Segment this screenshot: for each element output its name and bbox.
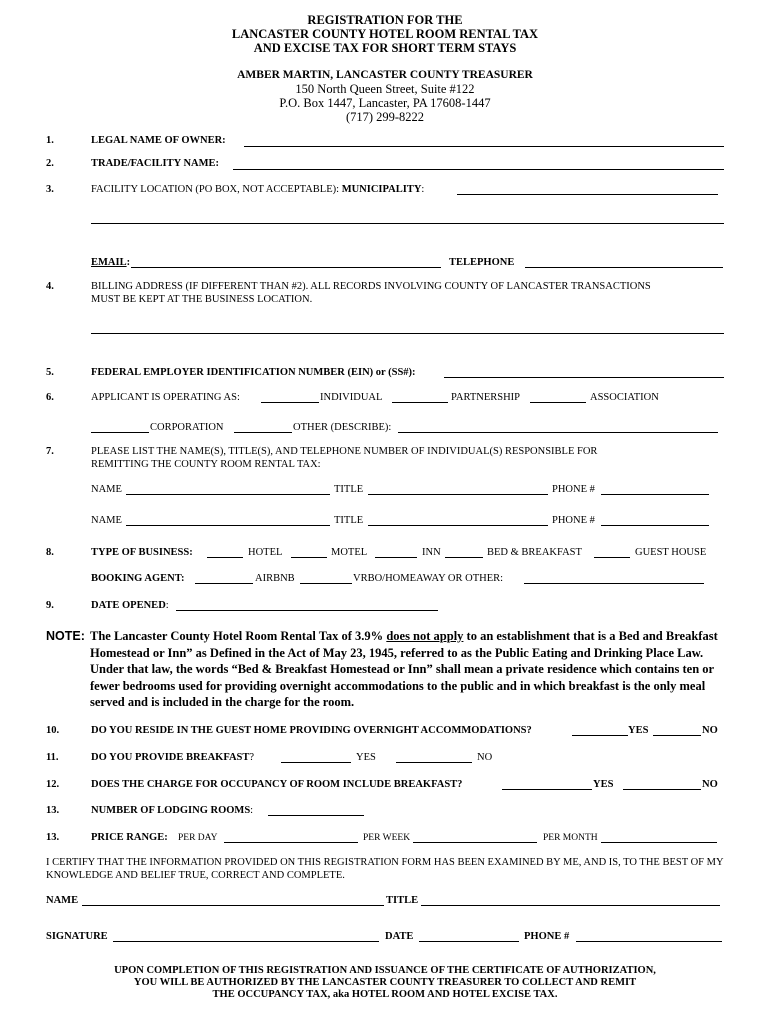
address-line-2: P.O. Box 1447, Lancaster, PA 17608-1447 [279, 96, 491, 110]
responsible-phone-label: PHONE # [552, 515, 595, 526]
reside-no-label: NO [702, 725, 718, 736]
responsible-title-label: TITLE [334, 484, 364, 495]
note-label: NOTE: [46, 629, 85, 643]
date-opened-field[interactable] [176, 610, 438, 611]
breakfast-no-label: NO [477, 752, 493, 763]
partnership-blank[interactable] [392, 402, 448, 403]
breakfast-yes-label: YES [356, 752, 376, 763]
signature-label: SIGNATURE [46, 931, 108, 942]
legal-name-field[interactable] [244, 146, 724, 147]
charge-yes-label: YES [593, 779, 614, 790]
responsible-phone-field[interactable] [601, 494, 709, 495]
address-line-1: 150 North Queen Street, Suite #122 [295, 82, 475, 96]
bnb-blank[interactable] [445, 557, 483, 558]
billing-address-text-1: BILLING ADDRESS (IF DIFFERENT THAN #2). ALL RECORDS INVOLVING COUNTY OF LANCASTER TRANSACTIONS [91, 281, 651, 292]
vrbo-blank[interactable] [300, 583, 352, 584]
inn-blank[interactable] [375, 557, 417, 558]
office-phone: (717) 299-8222 [345, 110, 425, 124]
guest-house-label: GUEST HOUSE [635, 547, 707, 558]
date-opened-label: DATE OPENED: [91, 600, 169, 611]
item-number: 9. [46, 600, 54, 611]
title-line-3: AND EXCISE TAX FOR SHORT TERM STAYS [253, 41, 517, 55]
item-number: 11. [46, 752, 59, 763]
certification-text: I CERTIFY THAT THE INFORMATION PROVIDED ON THIS REGISTRATION FORM HAS BEEN EXAMINED BY ME, AND IS, TO THE BEST OF MY KNOWLEDGE AND BELIEF TRUE, CORRECT AND COMPLETE. [46, 857, 724, 881]
cert-date-label: DATE [385, 931, 414, 942]
billing-address-text-2: MUST BE KEPT AT THE BUSINESS LOCATION. [91, 294, 313, 305]
lodging-rooms-field[interactable] [268, 815, 364, 816]
responsible-title-field[interactable] [368, 494, 548, 495]
charge-question: DOES THE CHARGE FOR OCCUPANCY OF ROOM INCLUDE BREAKFAST? [91, 779, 463, 790]
note-body: The Lancaster County Hotel Room Rental Tax of 3.9% does not apply to an establishment that is a Bed and Breakfast Homestead or Inn” as Defined in the Act of May 23, 1945, referred to as the Public Eating and Drinking Place Law. Under that law, the words “Bed & Breakfast Homestead or Inn” shall mean a private residence which contains ten or fewer bedrooms used for providing overnight accommodations to the public and in which breakfast is the only meal served and is included in the charge for the room. [90, 629, 718, 709]
other-describe-label: OTHER (DESCRIBE): [293, 422, 392, 433]
signature-field[interactable] [113, 941, 379, 942]
telephone-field[interactable] [525, 267, 723, 268]
legal-name-label: LEGAL NAME OF OWNER: [91, 135, 226, 146]
cert-date-field[interactable] [419, 941, 519, 942]
footer-line-2: YOU WILL BE AUTHORIZED BY THE LANCASTER COUNTY TREASURER TO COLLECT AND REMIT [133, 977, 637, 988]
type-of-business-label: TYPE OF BUSINESS: [91, 547, 193, 558]
ein-label: FEDERAL EMPLOYER IDENTIFICATION NUMBER (EIN) or (SS#): [91, 367, 416, 378]
facility-location-text: FACILITY LOCATION (PO BOX, NOT ACCEPTABLE): [91, 184, 340, 195]
airbnb-blank[interactable] [195, 583, 253, 584]
vrbo-label: VRBO/HOMEAWAY OR OTHER: [353, 573, 504, 584]
responsible-name-label: NAME [91, 484, 122, 495]
municipality-field[interactable] [457, 194, 718, 195]
item-number: 13. [46, 832, 60, 843]
bnb-label: BED & BREAKFAST [487, 547, 582, 558]
does-not-apply-emphasis: does not apply [386, 629, 464, 643]
per-week-field[interactable] [413, 842, 537, 843]
individual-blank[interactable] [261, 402, 319, 403]
inn-label: INN [422, 547, 441, 558]
per-day-label: PER DAY [178, 833, 218, 843]
treasurer-name: AMBER MARTIN, LANCASTER COUNTY TREASURER [237, 69, 533, 81]
responsible-name-field[interactable] [126, 494, 330, 495]
facility-location-label: FACILITY LOCATION (PO BOX, NOT ACCEPTABLE): MUNICIPALITY: [91, 184, 425, 195]
item-number: 13. [46, 805, 60, 816]
reside-yes-blank[interactable] [572, 735, 628, 736]
footer-line-3: THE OCCUPANCY TAX, aka HOTEL ROOM AND HOTEL EXCISE TAX. [212, 989, 558, 1000]
telephone-label: TELEPHONE [449, 257, 515, 268]
item-number: 3. [46, 184, 54, 195]
booking-other-field[interactable] [524, 583, 704, 584]
hotel-blank[interactable] [207, 557, 243, 558]
association-label: ASSOCIATION [590, 392, 659, 403]
title-line-2: LANCASTER COUNTY HOTEL ROOM RENTAL TAX [231, 27, 539, 41]
item-number: 10. [46, 725, 60, 736]
cert-phone-label: PHONE # [524, 931, 570, 942]
responsible-list-text-2: REMITTING THE COUNTY ROOM RENTAL TAX: [91, 459, 321, 470]
item-number: 4. [46, 281, 54, 292]
title-line-1: REGISTRATION FOR THE [307, 13, 463, 27]
responsible-title-label: TITLE [334, 515, 364, 526]
facility-location-field[interactable] [91, 223, 724, 224]
cert-title-label: TITLE [386, 895, 419, 906]
price-range-label: PRICE RANGE: [91, 832, 168, 843]
reside-no-blank[interactable] [653, 735, 701, 736]
hotel-label: HOTEL [248, 547, 283, 558]
responsible-phone-field[interactable] [601, 525, 709, 526]
motel-label: MOTEL [331, 547, 368, 558]
authorization-footer [0, 965, 770, 1001]
item-number: 1. [46, 135, 54, 146]
responsible-title-field[interactable] [368, 525, 548, 526]
per-month-label: PER MONTH [543, 833, 598, 843]
charge-yes-blank[interactable] [502, 789, 592, 790]
responsible-name-field[interactable] [126, 525, 330, 526]
cert-name-label: NAME [46, 895, 79, 906]
responsible-phone-label: PHONE # [552, 484, 595, 495]
municipality-label: MUNICIPALITY [341, 184, 422, 195]
email-label: EMAIL: [91, 257, 131, 268]
other-blank[interactable] [234, 432, 292, 433]
tax-exemption-note [46, 628, 736, 709]
motel-blank[interactable] [291, 557, 327, 558]
reside-question: DO YOU RESIDE IN THE GUEST HOME PROVIDING OVERNIGHT ACCOMMODATIONS? [91, 725, 532, 736]
reside-yes-label: YES [628, 725, 649, 736]
footer-line-1: UPON COMPLETION OF THIS REGISTRATION AND ISSUANCE OF THE CERTIFICATE OF AUTHORIZATION, [114, 965, 656, 976]
trade-name-field[interactable] [233, 169, 724, 170]
corporation-blank[interactable] [91, 432, 149, 433]
charge-no-label: NO [702, 779, 718, 790]
corporation-label: CORPORATION [150, 422, 224, 433]
item-number: 8. [46, 547, 54, 558]
breakfast-yes-blank[interactable] [281, 762, 351, 763]
item-number: 5. [46, 367, 54, 378]
other-describe-field[interactable] [398, 432, 718, 433]
responsible-list-text-1: PLEASE LIST THE NAME(S), TITLE(S), AND TELEPHONE NUMBER OF INDIVIDUAL(S) RESPONSIBLE FOR [91, 446, 598, 457]
cert-name-field[interactable] [82, 905, 384, 906]
treasurer-address [0, 82, 770, 124]
lodging-rooms-label: NUMBER OF LODGING ROOMS: [91, 805, 254, 816]
trade-name-label: TRADE/FACILITY NAME: [91, 158, 220, 169]
per-day-field[interactable] [224, 842, 358, 843]
per-week-label: PER WEEK [363, 833, 411, 843]
association-blank[interactable] [530, 402, 586, 403]
individual-label: INDIVIDUAL [320, 392, 383, 403]
charge-no-blank[interactable] [623, 789, 701, 790]
booking-agent-label: BOOKING AGENT: [91, 573, 185, 584]
breakfast-question: DO YOU PROVIDE BREAKFAST? [91, 752, 255, 763]
guest-house-blank[interactable] [594, 557, 630, 558]
item-number: 12. [46, 779, 60, 790]
item-number: 6. [46, 392, 54, 403]
per-month-field[interactable] [601, 842, 717, 843]
item-number: 2. [46, 158, 54, 169]
operating-as-label: APPLICANT IS OPERATING AS: [91, 392, 240, 403]
billing-address-field[interactable] [91, 333, 724, 334]
item-number: 7. [46, 446, 54, 457]
cert-title-field[interactable] [421, 905, 720, 906]
ein-field[interactable] [444, 377, 724, 378]
form-title [0, 13, 770, 55]
cert-phone-field[interactable] [576, 941, 722, 942]
breakfast-no-blank[interactable] [396, 762, 472, 763]
responsible-name-label: NAME [91, 515, 122, 526]
partnership-label: PARTNERSHIP [451, 392, 521, 403]
airbnb-label: AIRBNB [255, 573, 295, 584]
email-field[interactable] [131, 267, 441, 268]
